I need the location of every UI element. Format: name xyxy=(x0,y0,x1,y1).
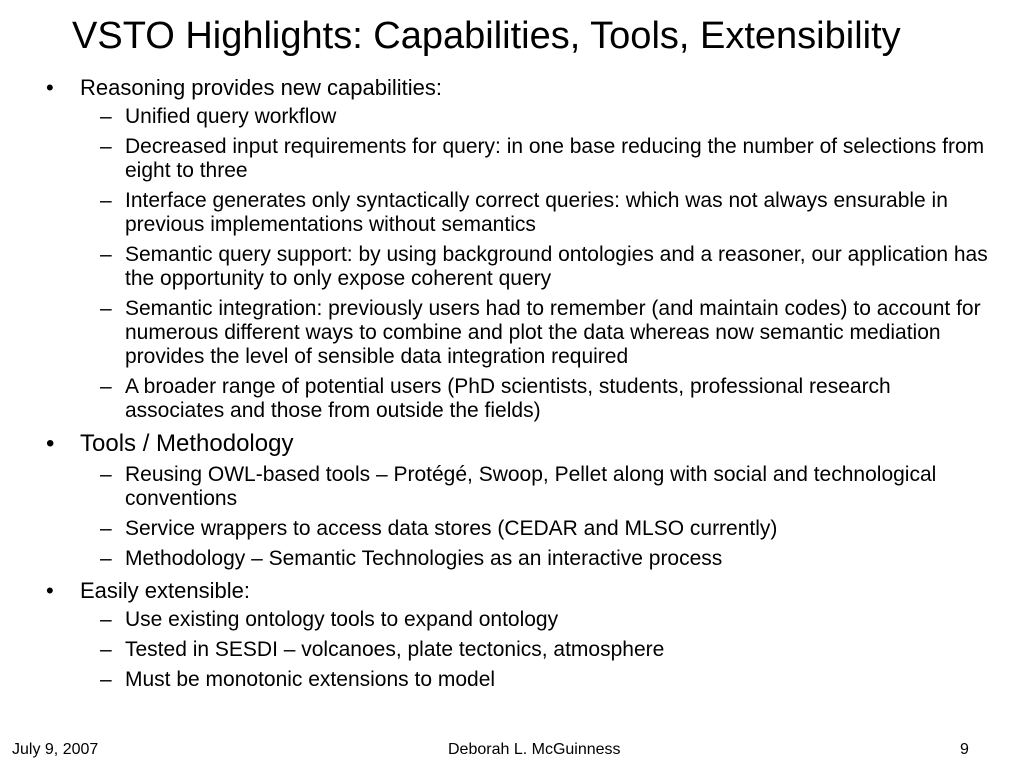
bullet-group xyxy=(40,74,990,423)
dash-marker: – xyxy=(100,608,112,631)
sub-bullet-item xyxy=(40,297,990,369)
bullet-group xyxy=(40,429,990,571)
bullet-item xyxy=(40,74,990,101)
sub-bullet-item xyxy=(40,375,990,423)
sub-bullet-text: Reusing OWL-based tools – Protégé, Swoop, Pellet along with social and technological conventions xyxy=(125,463,937,510)
sub-bullet-item xyxy=(40,243,990,291)
sub-bullet-item xyxy=(40,517,990,541)
dash-marker: – xyxy=(100,463,112,486)
bullet-item xyxy=(40,577,990,604)
sub-bullet-list xyxy=(40,608,990,692)
sub-bullet-item xyxy=(40,189,990,237)
sub-bullet-item xyxy=(40,135,990,183)
slide-number: 9 xyxy=(960,741,969,758)
dash-marker: – xyxy=(100,668,112,691)
dash-marker: – xyxy=(100,105,112,128)
dash-marker: – xyxy=(100,547,112,570)
sub-bullet-item xyxy=(40,608,990,632)
sub-bullet-text: Interface generates only syntactically correct queries: which was not always ensurable in previous implementations without semantics xyxy=(125,189,948,236)
dash-marker: – xyxy=(100,243,112,266)
sub-bullet-text: Semantic integration: previously users had to remember (and maintain codes) to account for numerous different ways to combine and plot the data whereas now semantic mediation provides the level of sensible data integration required xyxy=(125,297,981,368)
sub-bullet-text: Unified query workflow xyxy=(125,105,337,128)
sub-bullet-text: Service wrappers to access data stores (CEDAR and MLSO currently) xyxy=(125,517,778,540)
dash-marker: – xyxy=(100,297,112,320)
bullet-text: Easily extensible: xyxy=(80,578,250,603)
sub-bullet-item xyxy=(40,105,990,129)
dash-marker: – xyxy=(100,135,112,158)
sub-bullet-text: Must be monotonic extensions to model xyxy=(125,668,496,691)
bullet-marker: • xyxy=(46,75,54,100)
sub-bullet-text: Use existing ontology tools to expand ontology xyxy=(125,608,559,631)
slide-title: VSTO Highlights: Capabilities, Tools, Extensibility xyxy=(72,15,901,57)
bullet-marker: • xyxy=(46,430,55,457)
sub-bullet-text: Methodology – Semantic Technologies as an interactive process xyxy=(125,547,723,570)
sub-bullet-item xyxy=(40,463,990,511)
bullet-group xyxy=(40,577,990,692)
footer-date: July 9, 2007 xyxy=(12,741,99,758)
sub-bullet-text: Tested in SESDI – volcanoes, plate tectonics, atmosphere xyxy=(125,638,665,661)
sub-bullet-text: Decreased input requirements for query: in one base reducing the number of selections from eight to three xyxy=(125,135,985,182)
sub-bullet-item xyxy=(40,638,990,662)
sub-bullet-list xyxy=(40,463,990,571)
bullet-marker: • xyxy=(46,578,54,603)
dash-marker: – xyxy=(100,638,112,661)
sub-bullet-text: Semantic query support: by using background ontologies and a reasoner, our application has the opportunity to only expose coherent query xyxy=(125,243,988,290)
sub-bullet-list xyxy=(40,105,990,423)
dash-marker: – xyxy=(100,375,112,398)
footer-author: Deborah L. McGuinness xyxy=(448,741,621,758)
dash-marker: – xyxy=(100,189,112,212)
bullet-list xyxy=(40,74,990,698)
sub-bullet-item xyxy=(40,547,990,571)
dash-marker: – xyxy=(100,517,112,540)
bullet-text: Tools / Methodology xyxy=(80,430,294,457)
sub-bullet-item xyxy=(40,668,990,692)
bullet-text: Reasoning provides new capabilities: xyxy=(80,75,442,100)
bullet-item xyxy=(40,429,990,459)
sub-bullet-text: A broader range of potential users (PhD scientists, students, professional research associates and those from outside the fields) xyxy=(125,375,891,422)
